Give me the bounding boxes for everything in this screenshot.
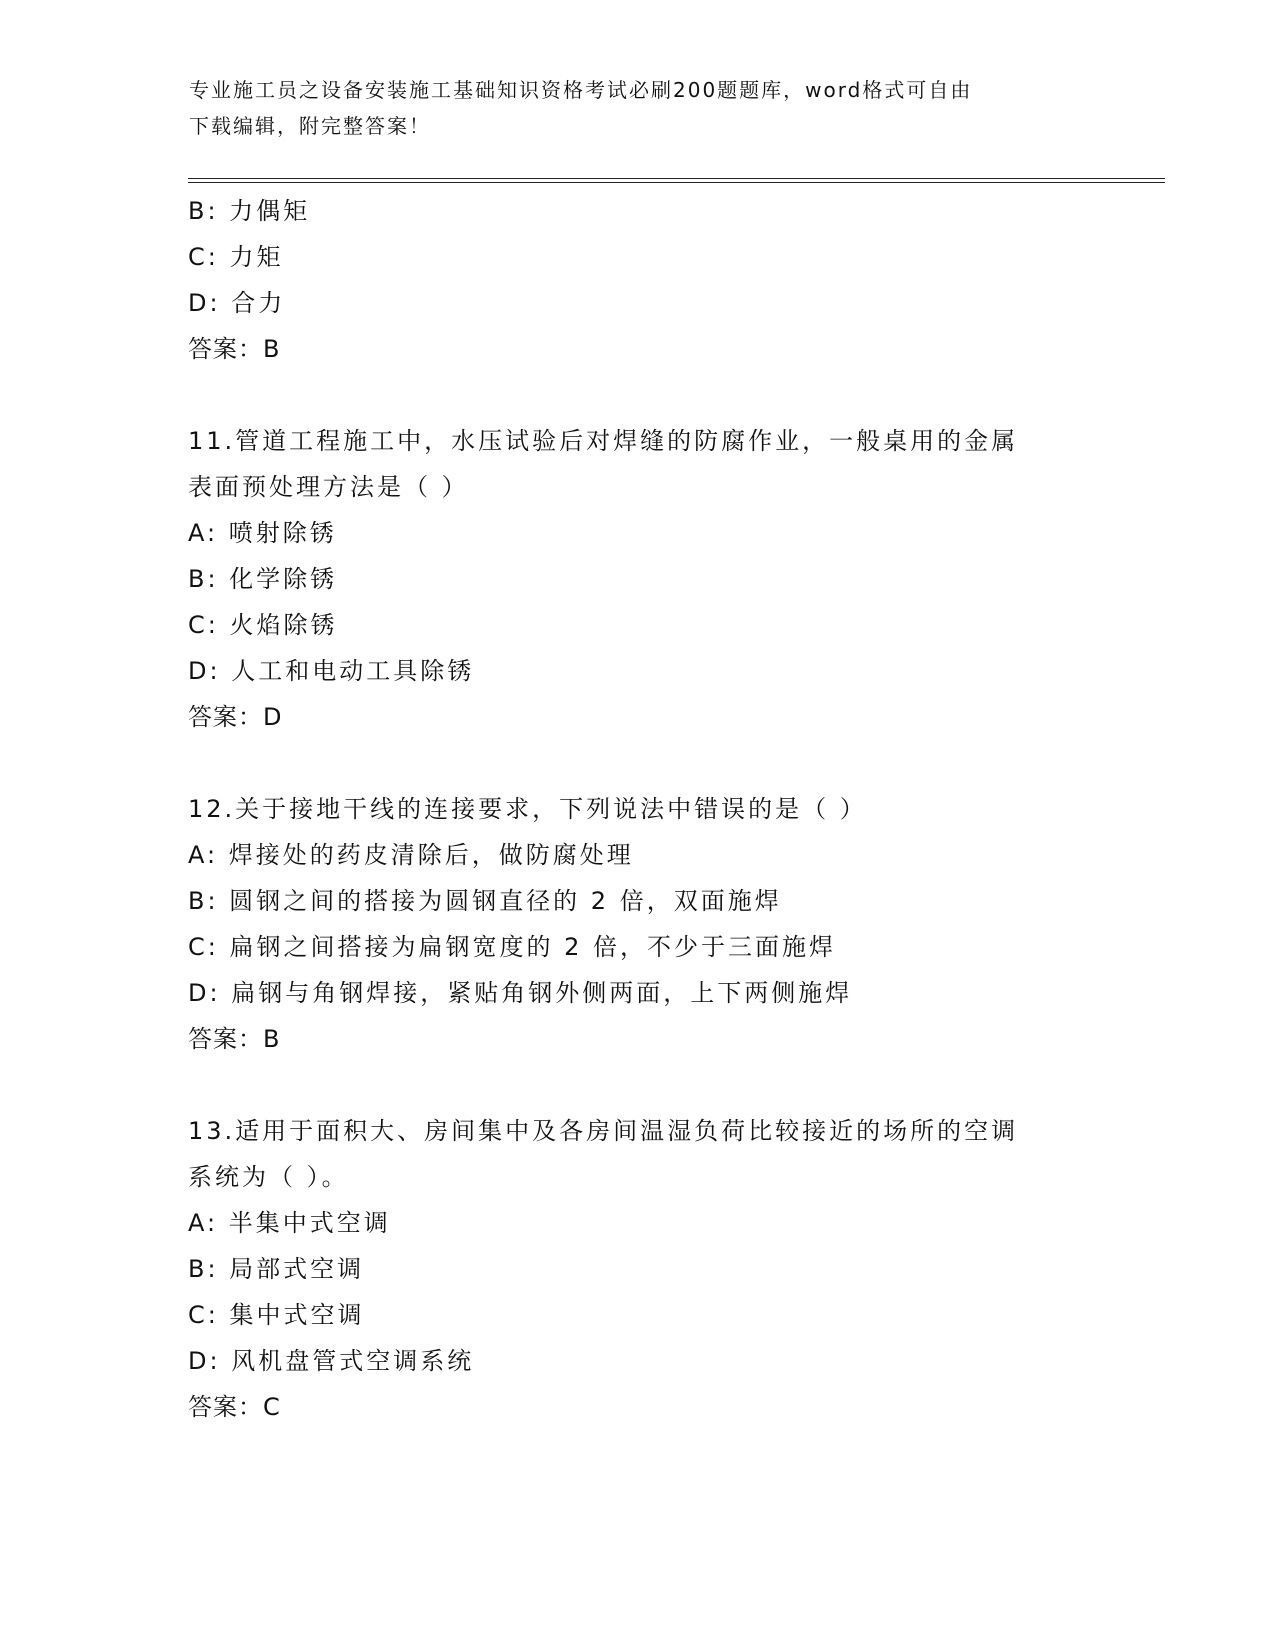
option-c: C: 扁钢之间搭接为扁钢宽度的 2 倍，不少于三面施焊 <box>188 933 836 961</box>
question-13 <box>188 1108 1148 1430</box>
option-d: D: 扁钢与角钢焊接，紧贴角钢外侧两面，上下两侧施焊 <box>188 979 853 1007</box>
option-c: C: 力矩 <box>188 243 284 271</box>
question-10 <box>188 188 1148 372</box>
option-a: A: 半集中式空调 <box>188 1209 391 1237</box>
question-stem-line-1: 12.关于接地干线的连接要求，下列说法中错误的是（ ） <box>188 795 867 823</box>
header-line-2: 下载编辑，附完整答案！ <box>189 114 431 138</box>
answer: 答案：B <box>188 335 281 363</box>
question-list <box>188 188 1148 1430</box>
header-divider-top <box>188 178 1165 179</box>
option-d: D: 合力 <box>188 289 286 317</box>
option-d: D: 人工和电动工具除锈 <box>188 657 475 685</box>
header-line-1: 专业施工员之设备安装施工基础知识资格考试必刷200题题库，word格式可自由 <box>189 78 973 102</box>
spacer <box>188 372 1148 418</box>
option-c: C: 集中式空调 <box>188 1301 365 1329</box>
option-c: C: 火焰除锈 <box>188 611 338 639</box>
document-header <box>189 72 1089 144</box>
answer: 答案：B <box>188 1025 281 1053</box>
question-stem-line-2: 系统为（ ）。 <box>188 1163 349 1191</box>
question-stem-line-2: 表面预处理方法是（ ） <box>188 473 469 501</box>
option-a: A: 喷射除锈 <box>188 519 337 547</box>
question-12 <box>188 786 1148 1062</box>
spacer <box>188 1062 1148 1108</box>
question-stem-line-1: 13.适用于面积大、房间集中及各房间温湿负荷比较接近的场所的空调 <box>188 1117 1019 1145</box>
option-b: B: 化学除锈 <box>188 565 338 593</box>
option-d: D: 风机盘管式空调系统 <box>188 1347 475 1375</box>
answer: 答案：D <box>188 703 283 731</box>
spacer <box>188 740 1148 786</box>
option-b: B: 圆钢之间的搭接为圆钢直径的 2 倍，双面施焊 <box>188 887 782 915</box>
answer: 答案：C <box>188 1393 281 1421</box>
option-b: B: 局部式空调 <box>188 1255 365 1283</box>
question-stem-line-1: 11.管道工程施工中，水压试验后对焊缝的防腐作业，一般桌用的金属 <box>188 427 1019 455</box>
question-11 <box>188 418 1148 740</box>
header-divider-bottom <box>188 182 1165 183</box>
option-b: B: 力偶矩 <box>188 197 311 225</box>
option-a: A: 焊接处的药皮清除后，做防腐处理 <box>188 841 634 869</box>
